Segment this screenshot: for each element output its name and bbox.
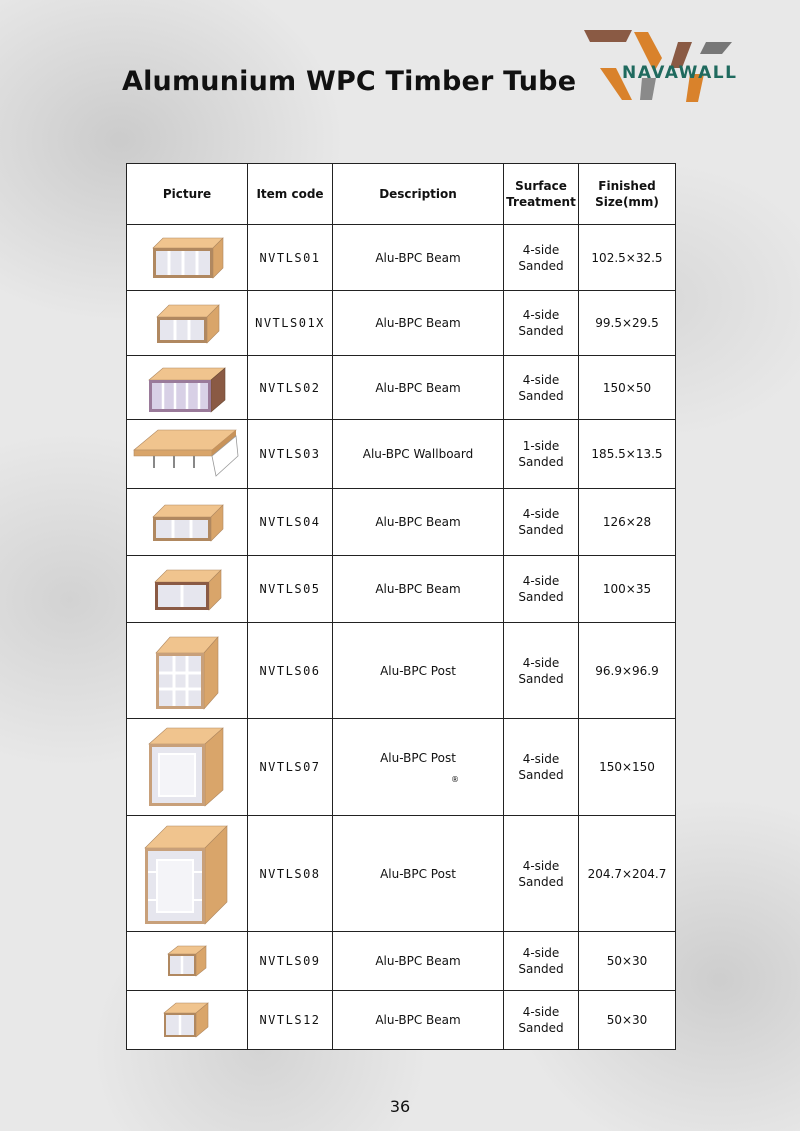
- table-row: [127, 556, 676, 623]
- product-picture: [127, 356, 248, 420]
- item-size: 126×28: [579, 489, 676, 556]
- product-table: [126, 163, 676, 1050]
- beam-profile-icon: [147, 234, 227, 282]
- header-item-code: Item code: [248, 164, 333, 225]
- table-row: [127, 623, 676, 719]
- treatment-line1: 4-side: [522, 946, 560, 960]
- item-treatment: [504, 556, 579, 623]
- treatment-line1: 1-side: [522, 439, 560, 453]
- table-row: [127, 356, 676, 420]
- item-treatment: [504, 816, 579, 932]
- treatment-line2: Sanded: [518, 324, 564, 338]
- item-treatment: [504, 489, 579, 556]
- treatment-line1: 4-side: [522, 507, 560, 521]
- table-row: [127, 291, 676, 356]
- item-description: Alu-BPC Wallboard: [333, 420, 504, 489]
- item-description: Alu-BPC Beam: [333, 291, 504, 356]
- item-size: 50×30: [579, 991, 676, 1050]
- product-picture: [127, 291, 248, 356]
- logo-wordmark: NAVAWALL: [622, 63, 738, 83]
- product-picture: [127, 816, 248, 932]
- header-surface-treatment: [504, 164, 579, 225]
- product-picture: [127, 420, 248, 489]
- header-size-line2: Size(mm): [595, 195, 659, 209]
- treatment-line1: 4-side: [522, 308, 560, 322]
- treatment-line1: 4-side: [522, 1005, 560, 1019]
- beam-profile-icon: [149, 301, 225, 345]
- product-picture: [127, 489, 248, 556]
- table-row: [127, 225, 676, 291]
- product-table-wrapper: [126, 163, 675, 1050]
- wallboard-profile-icon: [132, 426, 242, 482]
- item-description: Alu-BPC Beam: [333, 225, 504, 291]
- page-number: 36: [389, 1097, 411, 1116]
- treatment-line2: Sanded: [518, 768, 564, 782]
- item-treatment: [504, 225, 579, 291]
- table-row: [127, 489, 676, 556]
- treatment-line1: 4-side: [522, 752, 560, 766]
- item-code: NVTLS03: [248, 420, 333, 489]
- treatment-line1: 4-side: [522, 655, 560, 670]
- item-description: Alu-BPC Post: [333, 816, 504, 932]
- item-code: NVTLS02: [248, 356, 333, 420]
- product-picture: [127, 623, 248, 719]
- item-code: NVTLS01: [248, 225, 333, 291]
- post-profile-icon: [141, 822, 233, 926]
- table-row: [127, 420, 676, 489]
- treatment-line1: 4-side: [522, 242, 560, 257]
- page-title: Alumunium WPC Timber Tube: [122, 66, 577, 97]
- item-treatment: [504, 719, 579, 816]
- item-treatment: [504, 932, 579, 991]
- item-treatment: [504, 291, 579, 356]
- product-picture: [127, 719, 248, 816]
- treatment-line2: Sanded: [518, 388, 564, 403]
- item-size: 99.5×29.5: [579, 291, 676, 356]
- item-code: NVTLS09: [248, 932, 333, 991]
- item-size: 150×50: [579, 356, 676, 420]
- item-code: NVTLS12: [248, 991, 333, 1050]
- post-profile-icon: [152, 631, 222, 711]
- item-description: Alu-BPC Post: [333, 623, 504, 719]
- treatment-line2: Sanded: [518, 590, 564, 604]
- treatment-line2: Sanded: [518, 1021, 564, 1035]
- item-size: 96.9×96.9: [579, 623, 676, 719]
- table-row: [127, 816, 676, 932]
- item-size: 185.5×13.5: [579, 420, 676, 489]
- table-row: [127, 932, 676, 991]
- product-picture: [127, 991, 248, 1050]
- header-description: Description: [333, 164, 504, 225]
- item-size: 150×150: [579, 719, 676, 816]
- product-picture: [127, 556, 248, 623]
- registered-mark: ®: [451, 775, 459, 784]
- header-surface-line2: Treatment: [506, 195, 576, 209]
- product-picture: [127, 932, 248, 991]
- item-description-text: Alu-BPC Post: [380, 751, 456, 765]
- item-treatment: [504, 420, 579, 489]
- treatment-line2: Sanded: [518, 258, 564, 273]
- item-description: [333, 719, 504, 816]
- table-row: [127, 719, 676, 816]
- product-picture: [127, 225, 248, 291]
- item-treatment: [504, 356, 579, 420]
- treatment-line2: Sanded: [518, 962, 564, 976]
- header-surface-line1: Surface: [515, 179, 567, 193]
- item-code: NVTLS08: [248, 816, 333, 932]
- beam-profile-icon: [164, 942, 210, 980]
- item-code: NVTLS07: [248, 719, 333, 816]
- item-description: Alu-BPC Beam: [333, 489, 504, 556]
- header-picture: Picture: [127, 164, 248, 225]
- item-code: NVTLS04: [248, 489, 333, 556]
- table-header-row: [127, 164, 676, 225]
- treatment-line2: Sanded: [518, 455, 564, 469]
- treatment-line2: Sanded: [518, 874, 564, 889]
- treatment-line2: Sanded: [518, 523, 564, 537]
- item-treatment: [504, 623, 579, 719]
- header-finished-size: [579, 164, 676, 225]
- item-size: 102.5×32.5: [579, 225, 676, 291]
- treatment-line1: 4-side: [522, 574, 560, 588]
- treatment-line2: Sanded: [518, 671, 564, 686]
- treatment-line1: 4-side: [522, 372, 560, 387]
- item-code: NVTLS06: [248, 623, 333, 719]
- item-size: 100×35: [579, 556, 676, 623]
- header-size-line1: Finished: [598, 179, 656, 193]
- item-size: 50×30: [579, 932, 676, 991]
- beam-profile-icon: [149, 566, 225, 612]
- item-size: 204.7×204.7: [579, 816, 676, 932]
- beam-profile-icon: [160, 999, 214, 1041]
- beam-profile-icon: [145, 362, 229, 414]
- item-description: Alu-BPC Beam: [333, 991, 504, 1050]
- treatment-line1: 4-side: [522, 858, 560, 873]
- item-treatment: [504, 991, 579, 1050]
- item-code: NVTLS01X: [248, 291, 333, 356]
- table-row: [127, 991, 676, 1050]
- item-description: Alu-BPC Beam: [333, 556, 504, 623]
- item-description: Alu-BPC Beam: [333, 356, 504, 420]
- beam-profile-icon: [147, 499, 227, 545]
- item-code: NVTLS05: [248, 556, 333, 623]
- item-description: Alu-BPC Beam: [333, 932, 504, 991]
- post-profile-icon: [145, 724, 229, 810]
